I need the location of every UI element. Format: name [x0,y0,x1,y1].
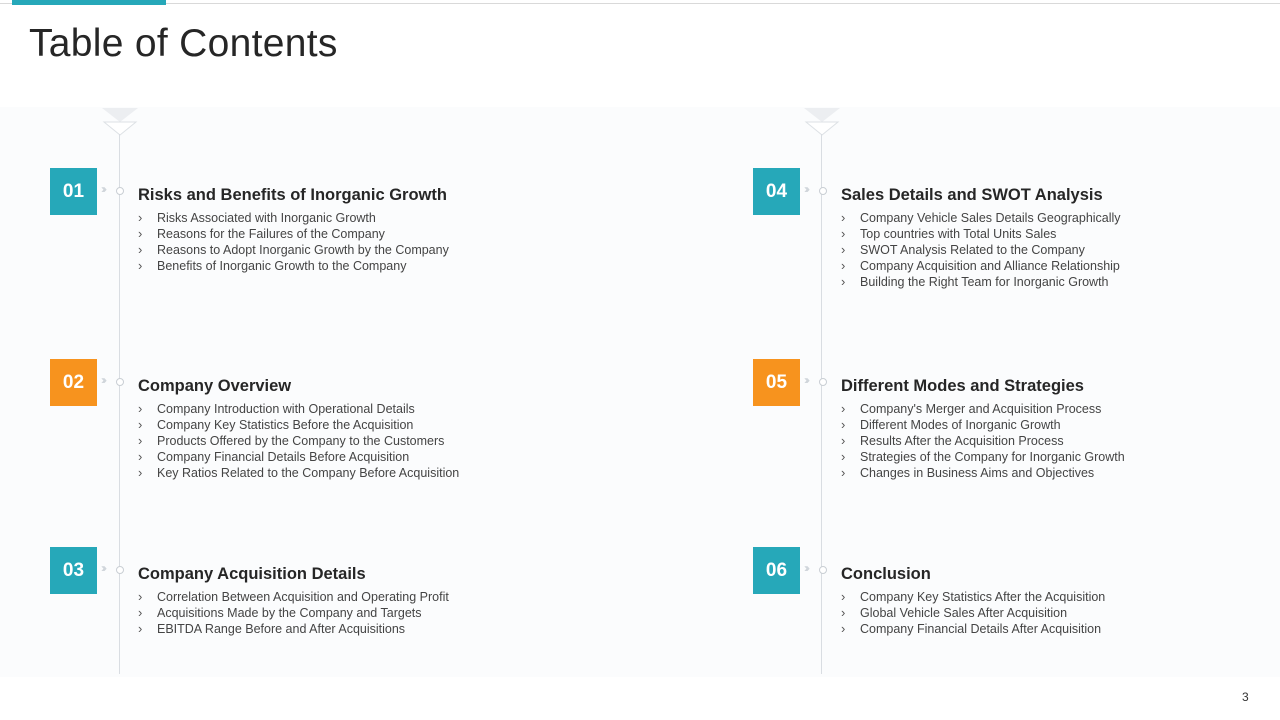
list-item [841,417,1125,433]
chevron-right-icon: › [138,621,143,636]
list-item [138,433,459,449]
list-item-text: Changes in Business Aims and Objectives [860,466,1095,480]
list-item-text: Benefits of Inorganic Growth to the Company [157,259,407,273]
list-item-text: Company's Merger and Acquisition Process [860,402,1102,416]
list-item [841,258,1121,274]
list-item-text: Reasons to Adopt Inorganic Growth by the Company [157,243,449,257]
list-item-text: Company Key Statistics After the Acquisition [860,590,1106,604]
chevron-right-icon: › [841,449,846,464]
list-item-text: EBITDA Range Before and After Acquisitions [157,622,406,636]
section-number-badge: 05 [753,359,800,406]
list-item-text: Company Key Statistics Before the Acquisition [157,418,414,432]
section-item-list [841,210,1121,290]
list-item [138,417,459,433]
top-accent-bar [12,0,166,5]
list-item-text: Building the Right Team for Inorganic Growth [860,275,1109,289]
list-item-text: Key Ratios Related to the Company Before Acquisition [157,466,460,480]
right-timeline-cap-icon [804,108,840,136]
chevron-right-icon: › [841,242,846,257]
triple-chevron-right-icon: ››› [804,182,807,196]
chevron-right-icon: › [138,417,143,432]
list-item-text: Results After the Acquisition Process [860,434,1064,448]
section-number-badge: 03 [50,547,97,594]
list-item [138,465,459,481]
list-item-text: SWOT Analysis Related to the Company [860,243,1085,257]
timeline-node-icon [819,378,827,386]
section-title: Different Modes and Strategies [841,377,1084,395]
section-number-badge: 06 [753,547,800,594]
section-item-list [138,401,459,481]
timeline-node-icon [819,187,827,195]
list-item [841,465,1125,481]
list-item-text: Different Modes of Inorganic Growth [860,418,1061,432]
section-title: Company Overview [138,377,292,395]
list-item [841,226,1121,242]
list-item-text: Top countries with Total Units Sales [860,227,1057,241]
chevron-right-icon: › [841,605,846,620]
list-item-text: Global Vehicle Sales After Acquisition [860,606,1068,620]
list-item-text: Reasons for the Failures of the Company [157,227,385,241]
triple-chevron-right-icon: ››› [101,373,104,387]
left-timeline-cap-icon [102,108,138,136]
list-item [138,621,449,637]
list-item [138,605,449,621]
section-title: Conclusion [841,565,931,583]
chevron-right-icon: › [841,274,846,289]
top-rule [0,3,1280,4]
chevron-right-icon: › [841,210,846,225]
section-title: Risks and Benefits of Inorganic Growth [138,186,447,204]
section-item-list [841,589,1105,637]
timeline-node-icon [116,378,124,386]
section-item-list [138,589,449,637]
list-item-text: Products Offered by the Company to the Customers [157,434,445,448]
chevron-right-icon: › [841,433,846,448]
chevron-right-icon: › [138,433,143,448]
list-item [841,621,1105,637]
chevron-right-icon: › [138,226,143,241]
timeline-node-icon [819,566,827,574]
triple-chevron-right-icon: ››› [804,373,807,387]
chevron-right-icon: › [138,465,143,480]
chevron-right-icon: › [138,589,143,604]
list-item [841,449,1125,465]
list-item [841,242,1121,258]
section-title: Sales Details and SWOT Analysis [841,186,1103,204]
chevron-right-icon: › [841,226,846,241]
list-item [841,605,1105,621]
right-timeline-line [821,134,822,674]
list-item-text: Company Financial Details After Acquisition [860,622,1102,636]
list-item [138,449,459,465]
chevron-right-icon: › [841,621,846,636]
list-item [138,401,459,417]
list-item-text: Company Vehicle Sales Details Geographically [860,211,1121,225]
chevron-right-icon: › [138,605,143,620]
triple-chevron-right-icon: ››› [101,561,104,575]
section-item-list [138,210,449,274]
list-item-text: Risks Associated with Inorganic Growth [157,211,376,225]
section-number-badge: 01 [50,168,97,215]
list-item-text: Company Introduction with Operational Details [157,402,415,416]
triple-chevron-right-icon: ››› [804,561,807,575]
chevron-right-icon: › [138,258,143,273]
chevron-right-icon: › [841,589,846,604]
chevron-right-icon: › [138,210,143,225]
section-title: Company Acquisition Details [138,565,366,583]
section-item-list [841,401,1125,481]
list-item-text: Correlation Between Acquisition and Operating Profit [157,590,449,604]
list-item [841,274,1121,290]
chevron-right-icon: › [841,401,846,416]
list-item-text: Company Acquisition and Alliance Relationship [860,259,1120,273]
chevron-right-icon: › [138,401,143,416]
list-item [138,210,449,226]
chevron-right-icon: › [138,242,143,257]
timeline-node-icon [116,187,124,195]
chevron-right-icon: › [841,465,846,480]
section-number-badge: 04 [753,168,800,215]
list-item [138,589,449,605]
chevron-right-icon: › [138,449,143,464]
list-item [841,433,1125,449]
chevron-right-icon: › [841,258,846,273]
list-item [841,210,1121,226]
list-item-text: Acquisitions Made by the Company and Targets [157,606,422,620]
list-item [138,242,449,258]
list-item [841,401,1125,417]
list-item-text: Company Financial Details Before Acquisition [157,450,410,464]
section-number-badge: 02 [50,359,97,406]
triple-chevron-right-icon: ››› [101,182,104,196]
list-item [138,226,449,242]
list-item [138,258,449,274]
list-item [841,589,1105,605]
list-item-text: Strategies of the Company for Inorganic Growth [860,450,1125,464]
page-title: Table of Contents [29,22,338,65]
chevron-right-icon: › [841,417,846,432]
left-timeline-line [119,134,120,674]
timeline-node-icon [116,566,124,574]
page-number: 3 [1242,690,1249,704]
